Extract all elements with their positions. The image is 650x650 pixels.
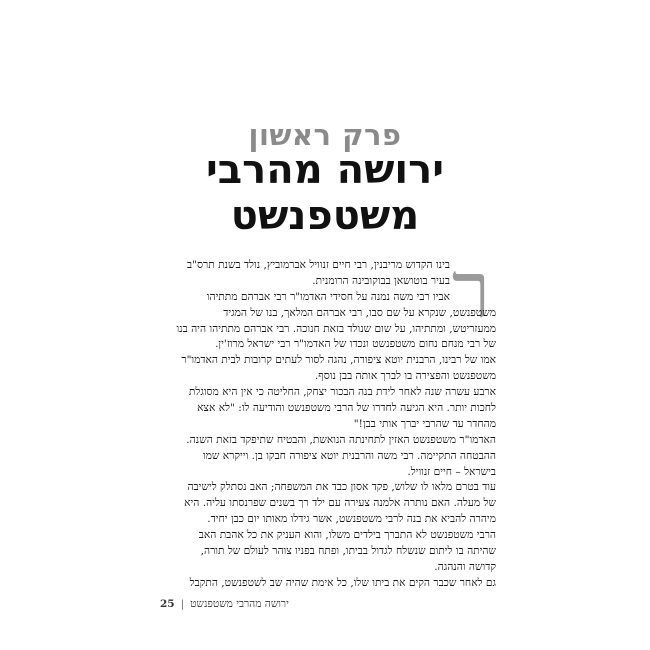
body-line: מהחדר עד שהרבי יברך אותי בבן!" (353, 417, 496, 430)
body-line: גם לאחר שכבר הקים את ביתו שלו, כל אימת שהיה שב לשטפנשט, התקבל (189, 576, 496, 589)
page-number: 25 (160, 598, 175, 610)
body-line: אביו רבי משה נמנה על חסידי האדמו"ר רבי אברהם מתתיהו (206, 290, 450, 303)
body-line: עוד בטרם מלאו לו שלוש, פקד אסון כבד את המשפחה; האב נסתלק לישיבה (187, 481, 496, 494)
body-line: הרבי משטפנשט לא התברך בילדים משלו, והוא העניק את כל אהבת האב (198, 529, 496, 542)
chapter-body-text (160, 246, 496, 592)
body-line: משטפנשט, שנקרא על שם סבו, רבי אברהם המלאך, בנו של המגיד (223, 306, 496, 319)
running-title: ירושה מהרבי משטפנשט (190, 598, 289, 610)
body-line: אמו של רבינו, הרבנית יוטא ציפורה, נהגה לסור לעתים קרובות לבית האדמו"ר (181, 354, 496, 367)
body-line: ממעזריטש, ומתתיהו, על שום שנולד בזאת חנוכה. רבי אברהם מתתיהו היה בנו (176, 322, 496, 335)
body-line: בישראל – חיים זנוויל. (407, 465, 496, 478)
page-footer (160, 596, 496, 612)
body-line: קדושה והנהגה. (434, 560, 496, 573)
body-line: שהיתה בו ליתום שנשלח לגדול בביתו, ופתח בפניו צוהר לעולם של תורה, (200, 545, 496, 558)
body-line: ארבע עשרה שנה לאחר לידת בנה הבכור יצחק, החליטה כי אין היא מסוגלת (188, 386, 496, 399)
body-line: של מעלה. האם נותרה אלמנה צעירה עם ילד רך בשנים שפרנסתו עליה. היא (184, 497, 496, 510)
body-line: מיהרה להביא את בנה לרבי משטפנשט, אשר גידלו מאותו יום כבן יחיד. (207, 513, 496, 526)
body-line: של רבי מנחם נחום משטפנשט ונכדו של האדמו"ר רבי ישראל מרוז'ין. (215, 338, 496, 351)
chapter-title-line-2: משטפנשט (230, 193, 420, 239)
body-line: משטפנשט והפצירה בו לברך אותה בבן נוסף. (314, 370, 496, 383)
body-line: לחכות יותר. היא הגיעה לחדרו של הרבי משטפנשט והודיעה לו: "לא אצא (197, 402, 496, 415)
body-line: בעיר בוטושאן בבוקובינה הרומנית. (312, 274, 450, 287)
body-line: בינו הקדוש מריבנין, רבי חיים זנוויל אברמוביץ, נולד בשנת תרס"ב (187, 259, 450, 271)
footer-separator: | (180, 598, 185, 610)
drop-cap-letter: ר (451, 246, 491, 336)
body-line: האדמו"ר משטפנשט האזין לתחינתה הנואשת, והבטיח שתיפקד בזאת השנה. (186, 433, 496, 446)
chapter-label: פרק ראשון (248, 118, 402, 152)
body-line: ההבטחה התקיימה. רבי משה והרבנית יוטא ציפורה חבקו בן. וייקרא שמו (202, 449, 496, 462)
chapter-title-line-1: ירושה מהרבי (205, 147, 444, 193)
